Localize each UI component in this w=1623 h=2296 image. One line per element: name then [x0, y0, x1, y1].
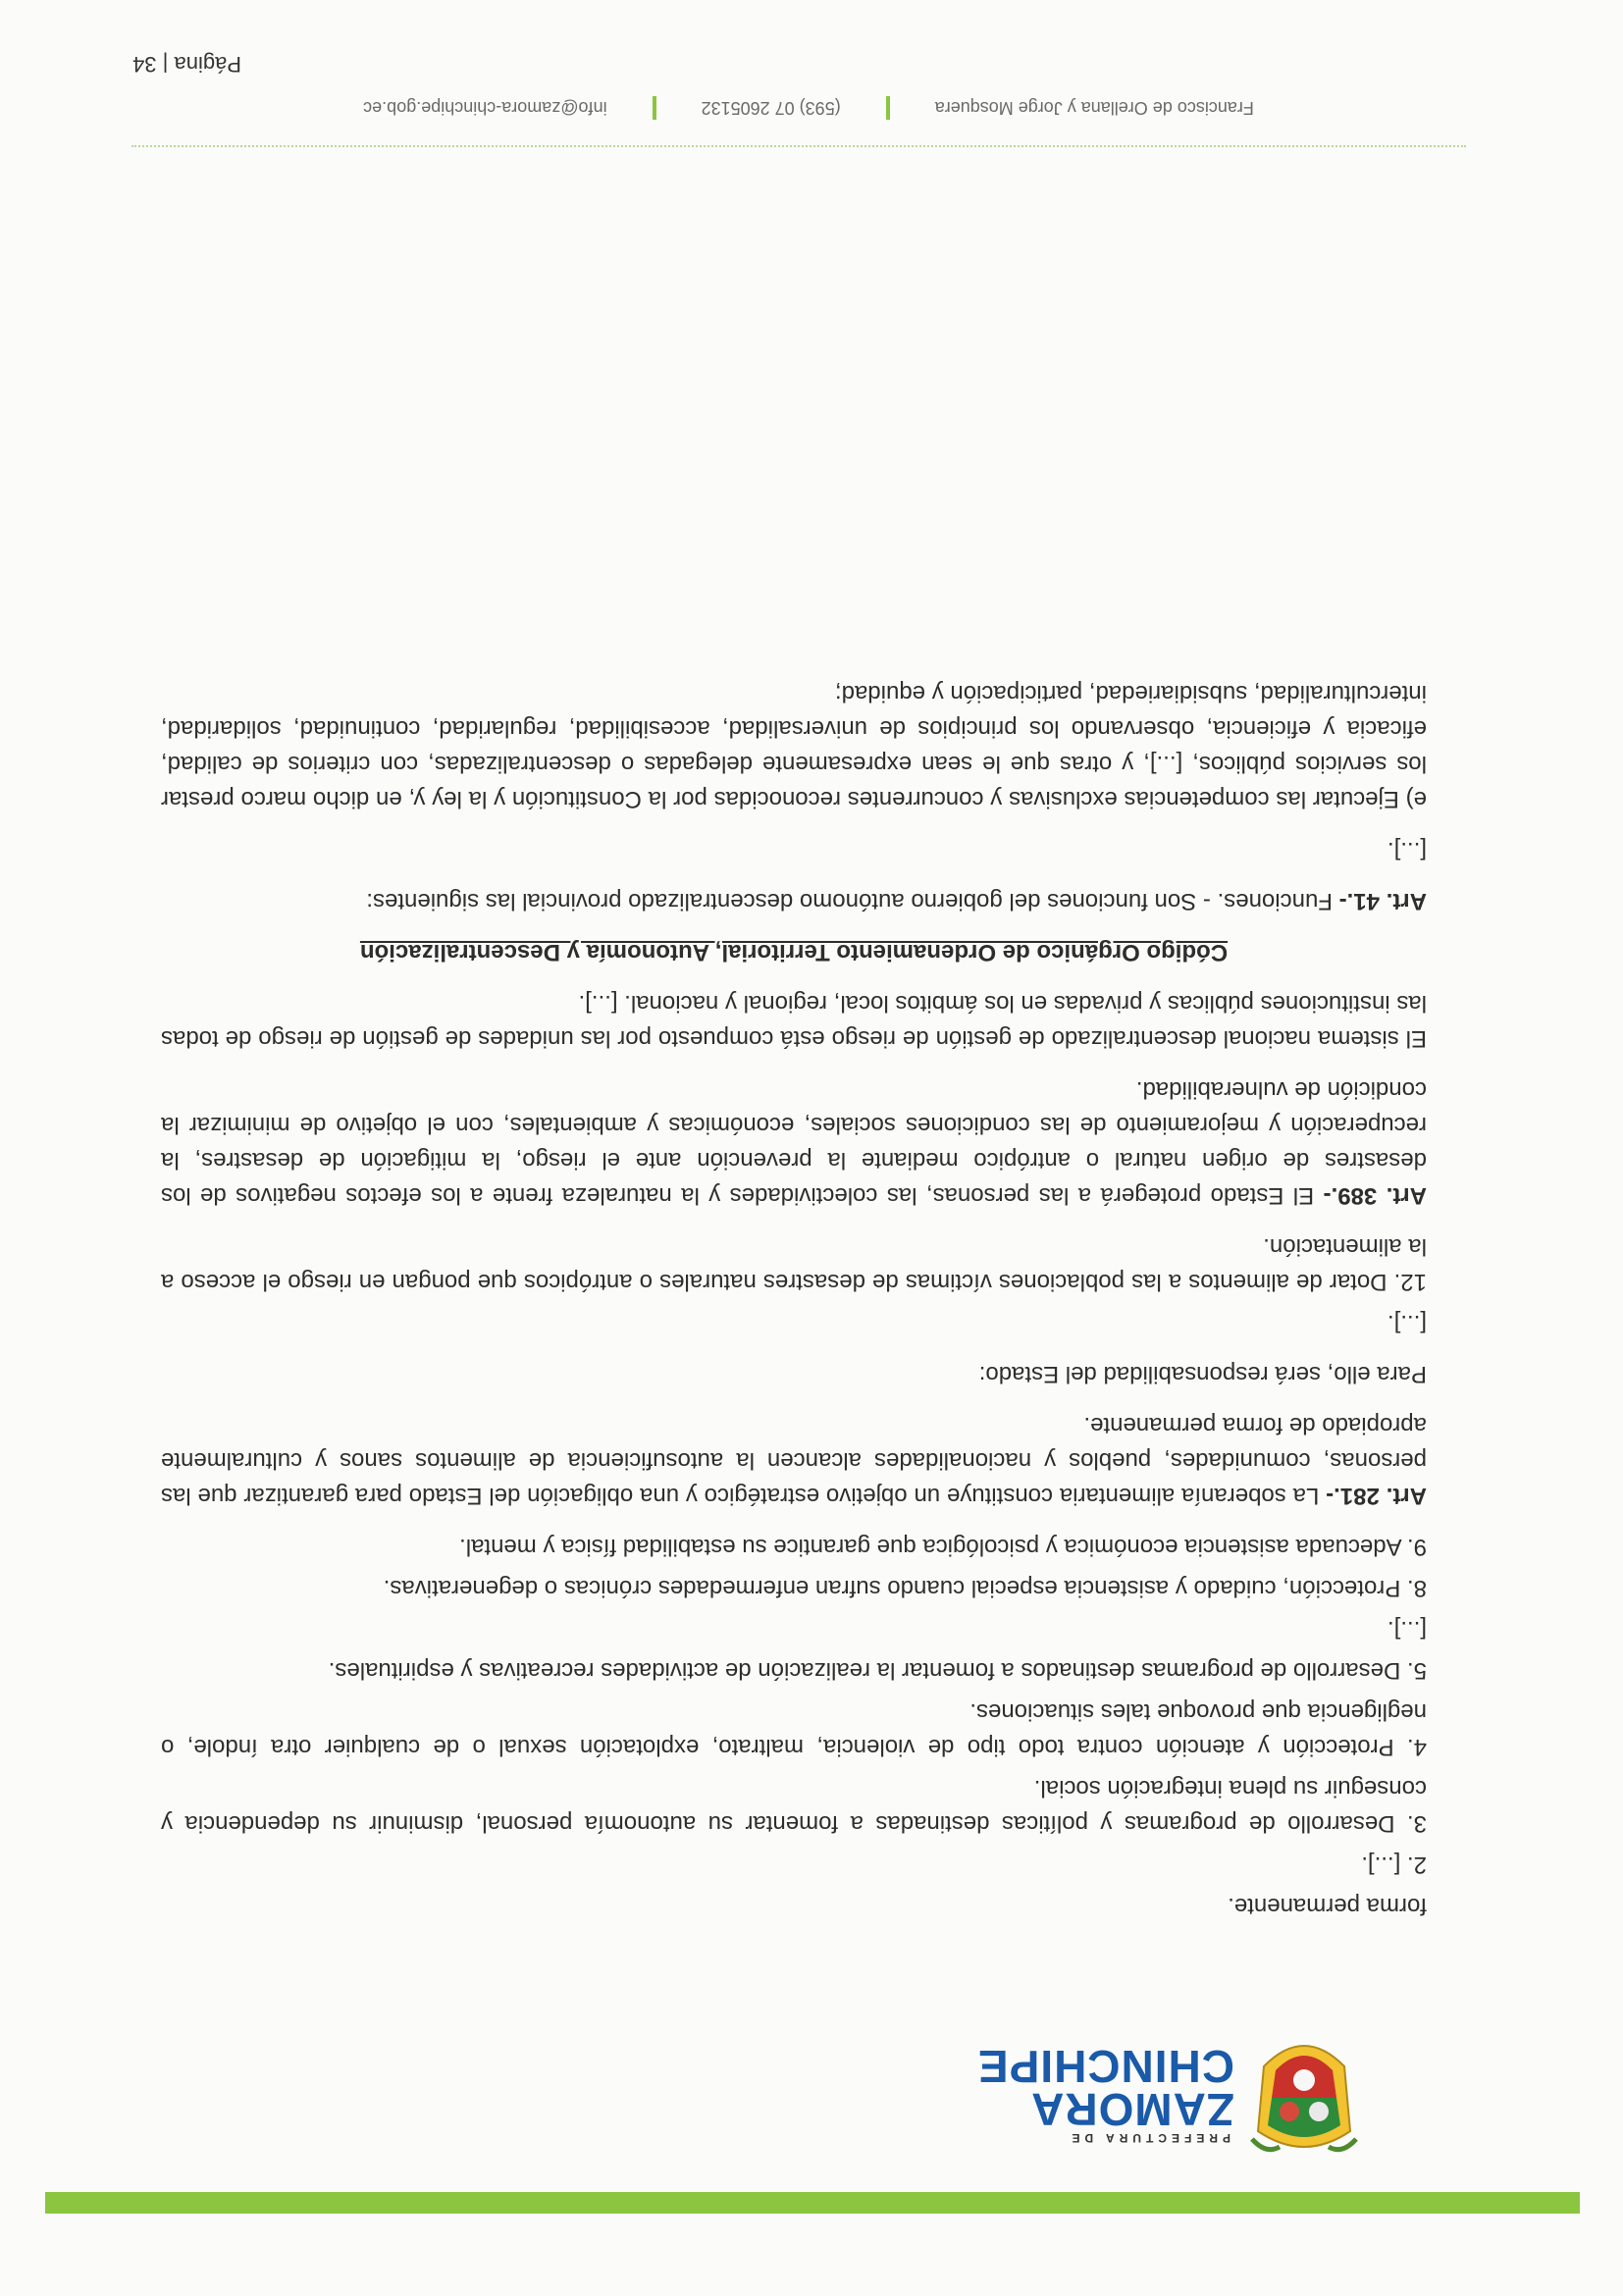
- list-item: 5. Desarrollo de programas destinados a fomentar la realización de actividades recreativas y espirituales.: [328, 1657, 1427, 1684]
- article-281: [161, 1407, 1427, 1513]
- footer-separator: [886, 96, 890, 120]
- list-item: 3. Desarrollo de programas y políticas destinadas a fomentar su autonomía personal, disminuir su dependencia y conseguir su plena integración social.: [161, 1775, 1427, 1837]
- page-number: Página | 34: [132, 52, 241, 77]
- document-body: [161, 659, 1427, 1923]
- list-item: 9. Adecuada asistencia económica y psicológica que garantice su estabilidad física y mental.: [459, 1534, 1427, 1560]
- list-item: 12. Dotar de alimentos a las poblaciones víctimas de desastres naturales o antrópicos que pongan en riesgo el acceso a la alimentación.: [161, 1233, 1427, 1295]
- article-389-text: El Estado protegerá a las personas, las colectividades y la naturaleza frente a los efectos negativos de los desastres de origen natural o antrópico mediante la prevención ante el riesgo, la mitigación de desastres, la recuperación y mejoramiento de las condiciones sociales, económicas y ambientales, con el objetivo de minimizar la condición de vulnerabilidad.: [160, 1076, 1427, 1209]
- article-281-label: Art. 281.-: [1326, 1483, 1427, 1509]
- article-41-label: Art. 41.-: [1338, 888, 1427, 914]
- logo-zamora: ZAMORA: [1030, 2084, 1234, 2135]
- paragraph: Para ello, será responsabilidad del Estado:: [978, 1361, 1427, 1387]
- footer-phone: (593) 07 2605132: [701, 98, 841, 119]
- list-item: 4. Protección y atención contra todo tipo de violencia, maltrato, explotación sexual o de cualquier otra índole, o negligencia que provoque tales situaciones.: [161, 1698, 1427, 1760]
- list-item: 8. Protección, cuidado y asistencia especial cuando sufran enfermedades crónicas o degenerativas.: [383, 1575, 1427, 1601]
- logo-text: [950, 2041, 1234, 2145]
- footer-email: info@zamora-chinchipe.gob.ec: [363, 98, 607, 119]
- paragraph: El sistema nacional descentralizado de gestión de riesgo está compuesto por las unidades de gestión de riesgo de todas las instituciones públicas y privadas en los ámbitos local, regional y nacional. [...].: [161, 990, 1427, 1052]
- list-item: 2. [...].: [1361, 1852, 1427, 1878]
- article-41-text: Funciones. - Son funciones del gobierno autónomo descentralizado provincial las siguientes:: [366, 888, 1339, 914]
- logo-prefectura-de: PREFECTURA DE: [1067, 2131, 1230, 2145]
- logo-chinchipe: CHINCHIPE: [976, 2041, 1234, 2092]
- paragraph: forma permanente.: [1228, 1893, 1427, 1919]
- prefectura-logo: [950, 2021, 1362, 2168]
- ellipsis-item: [...].: [1387, 1310, 1427, 1336]
- ellipsis-item: [...].: [1387, 1616, 1427, 1643]
- list-item: e) Ejecutar las competencias exclusivas y concurrentes reconocidas por la Constitución y la ley y, en dicho marco prestar los servicios públicos, [...], y otras que le sean expresamente delegadas o descentralizadas, con criterios de calidad, eficacia y eficiencia, observando los principios de universalidad, accesibilidad, regularidad, continuidad, solidaridad, interculturalidad, subsidiariedad, participación y equidad;: [161, 680, 1427, 812]
- footer-contact: [220, 88, 1397, 128]
- coat-of-arms-seal-icon: [1246, 2033, 1362, 2161]
- footer-address: Francisco de Orellana y Jorge Mosquera: [934, 98, 1254, 119]
- article-389: [161, 1071, 1427, 1213]
- footer-separator: [653, 96, 656, 120]
- article-41: [161, 883, 1427, 918]
- header-green-bar: [45, 2192, 1580, 2214]
- ellipsis-item: [...].: [1387, 837, 1427, 863]
- article-389-label: Art. 389.-: [1323, 1182, 1427, 1209]
- law-title: Código Orgánico de Ordenamiento Territorial, Autonomía y Descentralización: [359, 939, 1229, 965]
- article-281-text: La soberanía alimentaria constituye un objetivo estratégico y una obligación del Estado para garantizar que las personas, comunidades, pueblos y nacionalidades alcancen la autosuficiencia de alimentos sanos y culturalmente apropiado de forma permanente.: [161, 1412, 1427, 1509]
- footer-divider: [131, 145, 1466, 147]
